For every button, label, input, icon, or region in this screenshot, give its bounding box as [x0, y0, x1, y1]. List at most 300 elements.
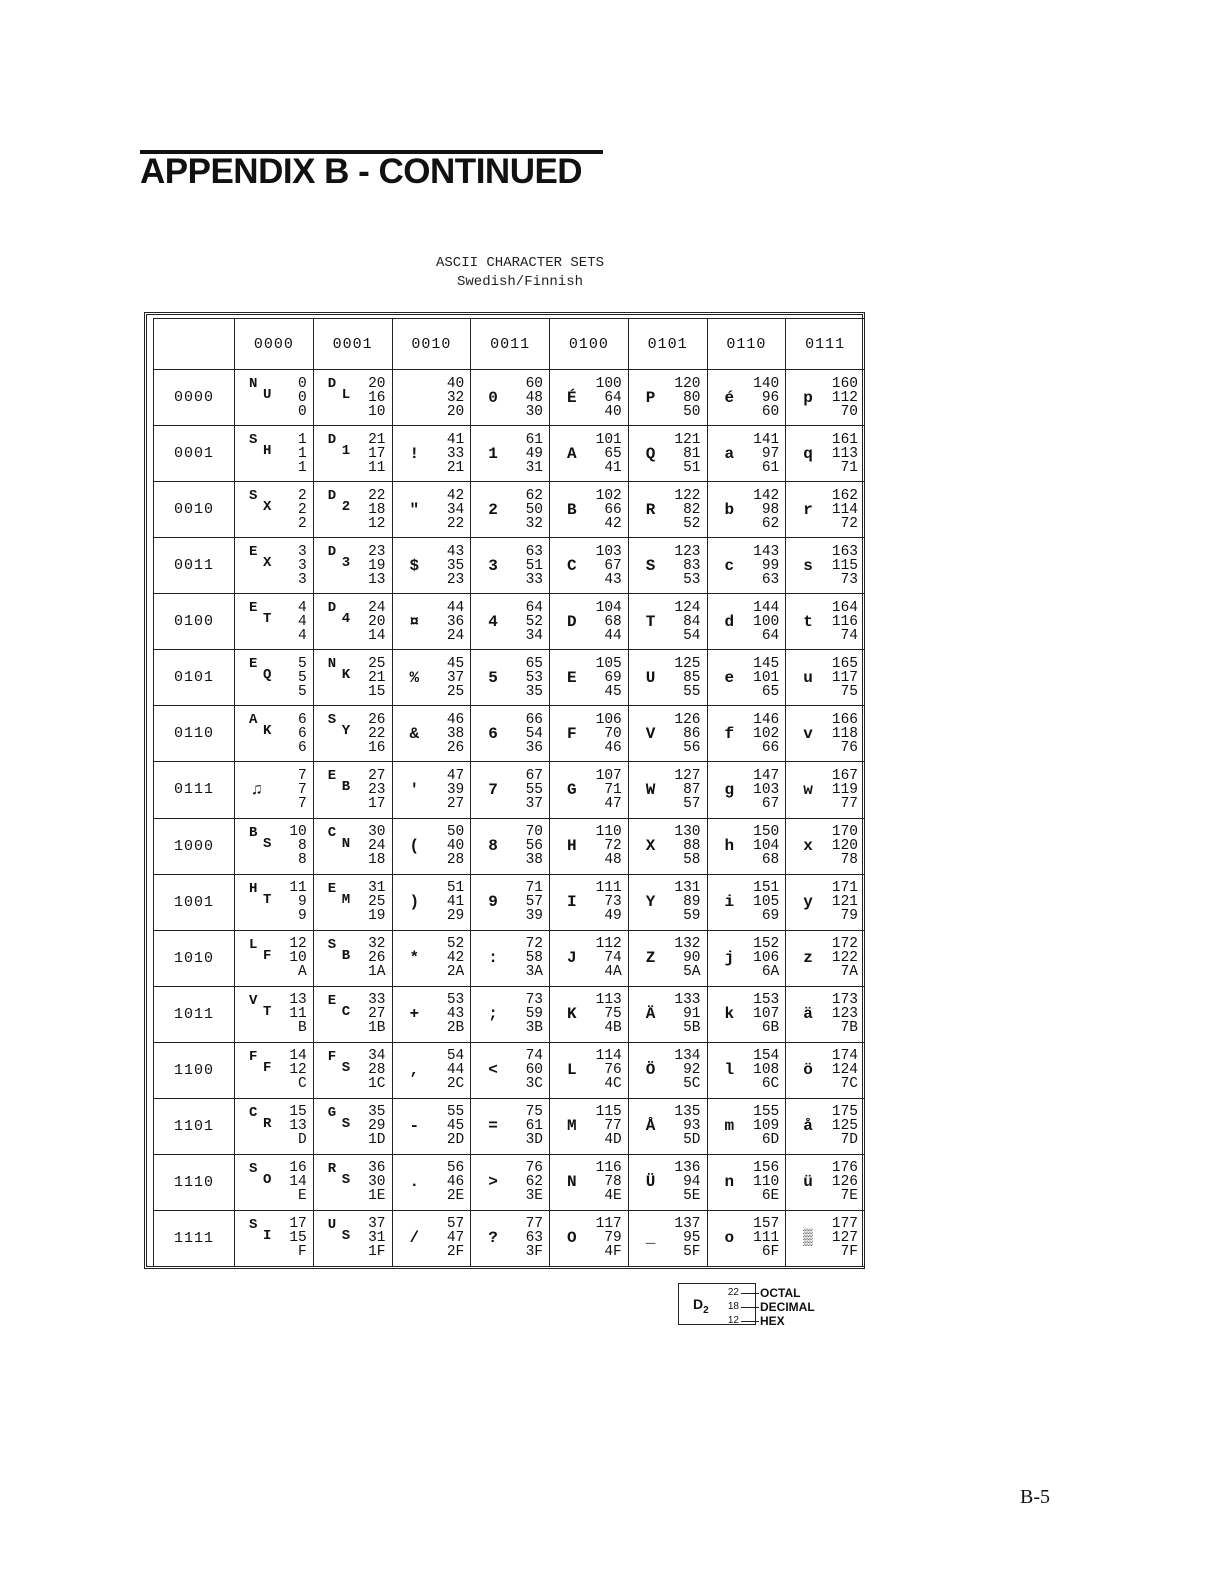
- char-cell: [235, 818, 314, 874]
- char-cell-content: [708, 1211, 786, 1266]
- decimal-value: 10: [289, 950, 307, 967]
- character-glyph: -: [409, 1117, 420, 1136]
- decimal-value: 1: [298, 445, 307, 462]
- char-cell: [392, 594, 471, 650]
- octal-value: 32: [368, 936, 386, 953]
- character-glyph: c: [724, 556, 735, 575]
- hex-value: 36: [525, 739, 543, 756]
- hex-value: 38: [525, 852, 543, 869]
- octal-value: 3: [298, 543, 307, 560]
- code-values: [596, 825, 622, 867]
- legend-hex-label: HEX: [760, 1314, 785, 1328]
- octal-value: 113: [595, 992, 622, 1009]
- decimal-value: 72: [604, 838, 622, 855]
- hex-value: 8: [298, 852, 307, 869]
- control-code-first: H: [249, 880, 258, 897]
- octal-value: 135: [674, 1104, 701, 1121]
- character-glyph: =: [488, 1117, 498, 1136]
- code-values: [596, 881, 622, 923]
- code-values: [526, 1217, 543, 1259]
- code-values: [289, 825, 306, 867]
- char-cell-content: [708, 650, 786, 705]
- character-glyph: 5: [488, 668, 498, 687]
- column-header: 0000: [235, 319, 314, 370]
- octal-value: 164: [831, 599, 858, 616]
- character-glyph: f: [724, 724, 735, 743]
- char-cell-content: [786, 426, 864, 481]
- code-values: [674, 993, 700, 1035]
- control-code-first: B: [249, 824, 258, 841]
- character-glyph: Z: [645, 949, 656, 968]
- char-cell-content: [629, 762, 707, 817]
- row-header: 1000: [154, 818, 235, 874]
- char-cell-content: [235, 370, 313, 425]
- control-code-first: A: [249, 712, 258, 729]
- character-glyph: t: [803, 612, 813, 631]
- control-code-second: F: [263, 1059, 272, 1076]
- octal-value: 143: [753, 543, 780, 560]
- hex-value: 46: [604, 739, 622, 756]
- char-cell-content: [629, 987, 707, 1042]
- control-code-second: S: [341, 1115, 351, 1132]
- char-cell-content: [314, 706, 392, 761]
- char-cell: [550, 1210, 629, 1266]
- char-cell-content: [550, 650, 628, 705]
- decimal-value: 94: [683, 1174, 701, 1191]
- character-glyph: :: [488, 949, 498, 968]
- char-cell: [471, 594, 550, 650]
- hex-value: 33: [525, 571, 543, 588]
- row-header: 0000: [154, 370, 235, 426]
- control-code-second: M: [341, 891, 351, 908]
- code-values: [674, 825, 700, 867]
- hex-value: 4C: [604, 1076, 622, 1093]
- character-glyph: ö: [803, 1061, 813, 1080]
- octal-value: 63: [525, 543, 543, 560]
- octal-value: 7: [298, 767, 307, 784]
- hex-value: 51: [683, 459, 701, 476]
- hex-value: 49: [604, 908, 622, 925]
- char-cell: [550, 538, 629, 594]
- char-cell: [786, 370, 865, 426]
- octal-value: 47: [446, 767, 465, 784]
- code-values: [832, 433, 858, 475]
- char-cell: [471, 370, 550, 426]
- decimal-value: 22: [368, 725, 386, 742]
- code-values: [298, 713, 307, 755]
- char-cell-content: [629, 875, 707, 930]
- char-cell-content: [471, 370, 549, 425]
- code-values: [596, 1217, 622, 1259]
- decimal-value: 112: [831, 389, 858, 406]
- char-cell: [313, 986, 392, 1042]
- char-cell: [313, 1042, 392, 1098]
- decimal-value: 32: [446, 389, 465, 406]
- decimal-value: 29: [368, 1118, 386, 1135]
- decimal-value: 38: [446, 725, 465, 742]
- character-glyph: Ö: [645, 1061, 656, 1080]
- octal-value: 70: [525, 824, 543, 841]
- hex-value: 5: [298, 683, 307, 700]
- code-values: [526, 601, 543, 643]
- hex-value: 77: [840, 795, 858, 812]
- hex-value: 72: [840, 515, 858, 532]
- code-values: [596, 489, 622, 531]
- code-values: [674, 489, 700, 531]
- octal-value: 153: [753, 992, 780, 1009]
- octal-value: 46: [446, 711, 465, 728]
- code-values: [596, 545, 622, 587]
- code-values: [832, 601, 858, 643]
- decimal-value: 102: [753, 725, 780, 742]
- decimal-value: 51: [525, 557, 543, 574]
- char-cell-content: [629, 594, 707, 649]
- code-values: [832, 1217, 858, 1259]
- decimal-value: 0: [298, 389, 307, 406]
- char-cell: [628, 706, 707, 762]
- control-code-second: 4: [341, 611, 351, 628]
- char-cell-content: [550, 482, 628, 537]
- char-cell: [392, 986, 471, 1042]
- char-cell: [392, 538, 471, 594]
- control-code-second: I: [263, 1227, 272, 1244]
- table-caption-subtitle: Swedish/Finnish: [456, 274, 584, 290]
- octal-value: 0: [298, 375, 307, 392]
- decimal-value: 49: [525, 445, 543, 462]
- octal-value: 147: [753, 767, 780, 784]
- hex-value: 0: [298, 403, 307, 420]
- decimal-value: 84: [683, 613, 701, 630]
- char-cell-content: [393, 594, 471, 649]
- char-cell: [392, 1098, 471, 1154]
- character-glyph: _: [645, 1229, 656, 1248]
- octal-value: 43: [446, 543, 465, 560]
- hex-value: 3F: [525, 1244, 543, 1261]
- char-cell-content: [629, 819, 707, 874]
- hex-value: 3E: [525, 1188, 543, 1205]
- code-values: [596, 377, 622, 419]
- decimal-value: 35: [446, 557, 465, 574]
- control-code-first: S: [327, 936, 337, 953]
- character-glyph: r: [803, 500, 813, 519]
- char-cell-content: [235, 482, 313, 537]
- hex-value: 47: [604, 795, 622, 812]
- decimal-value: 75: [604, 1006, 622, 1023]
- table-row: [154, 650, 865, 706]
- control-code-first: L: [249, 936, 258, 953]
- code-values: [298, 657, 307, 699]
- decimal-value: 103: [753, 781, 780, 798]
- char-cell-content: [393, 987, 471, 1042]
- hex-value: 23: [446, 571, 465, 588]
- code-values: [596, 1161, 622, 1203]
- decimal-value: 59: [525, 1006, 543, 1023]
- decimal-value: 74: [604, 950, 622, 967]
- char-cell-content: [629, 1155, 707, 1210]
- char-cell: [550, 818, 629, 874]
- character-glyph: e: [724, 668, 735, 687]
- char-cell: [471, 482, 550, 538]
- octal-value: 34: [368, 1048, 386, 1065]
- hex-value: 6C: [761, 1076, 780, 1093]
- decimal-value: 76: [604, 1062, 622, 1079]
- control-code-first: S: [327, 712, 337, 729]
- code-values: [674, 713, 700, 755]
- char-cell: [786, 650, 865, 706]
- code-values: [526, 937, 543, 979]
- octal-value: 74: [525, 1048, 543, 1065]
- char-cell: [235, 874, 314, 930]
- column-header: 0010: [392, 319, 471, 370]
- corner-cell: [154, 319, 235, 370]
- char-cell-content: [471, 1043, 549, 1098]
- table-body: [154, 370, 865, 1267]
- code-values: [596, 993, 622, 1035]
- character-glyph: !: [409, 444, 420, 463]
- char-cell: [707, 426, 786, 482]
- control-code-second: K: [263, 723, 272, 740]
- char-cell: [628, 650, 707, 706]
- char-cell-content: [314, 819, 392, 874]
- char-cell: [471, 930, 550, 986]
- character-glyph: O: [566, 1229, 577, 1248]
- code-values: [832, 769, 858, 811]
- control-code-first: D: [327, 432, 337, 449]
- hex-value: 13: [368, 571, 386, 588]
- character-glyph: Å: [645, 1117, 656, 1136]
- code-values: [447, 433, 464, 475]
- character-glyph: ü: [803, 1173, 813, 1192]
- char-cell-content: [314, 1099, 392, 1154]
- char-cell: [628, 1210, 707, 1266]
- char-cell-content: [471, 594, 549, 649]
- code-values: [368, 713, 385, 755]
- code-values: [753, 377, 779, 419]
- table-row: [154, 706, 865, 762]
- octal-value: 22: [368, 487, 386, 504]
- character-glyph: b: [724, 500, 735, 519]
- octal-value: 60: [525, 375, 543, 392]
- control-code-second: T: [263, 1003, 272, 1020]
- char-cell: [786, 762, 865, 818]
- char-cell: [392, 706, 471, 762]
- octal-value: 35: [368, 1104, 386, 1121]
- code-values: [368, 769, 385, 811]
- decimal-value: 4: [298, 613, 307, 630]
- character-glyph: o: [724, 1229, 735, 1248]
- column-header: 0101: [628, 319, 707, 370]
- char-cell-content: [471, 1211, 549, 1266]
- char-cell: [786, 818, 865, 874]
- hex-value: 30: [525, 403, 543, 420]
- decimal-value: 21: [368, 669, 386, 686]
- hex-value: 66: [761, 739, 780, 756]
- octal-value: 106: [595, 711, 622, 728]
- octal-value: 156: [753, 1160, 780, 1177]
- octal-value: 73: [525, 992, 543, 1009]
- char-cell-content: [235, 1211, 313, 1266]
- char-cell-content: [393, 875, 471, 930]
- control-code-second: Y: [341, 723, 351, 740]
- octal-value: 40: [446, 375, 465, 392]
- hex-value: 25: [446, 683, 465, 700]
- char-cell-content: [708, 1043, 786, 1098]
- hex-value: 70: [840, 403, 858, 420]
- hex-value: 2A: [446, 964, 465, 981]
- character-glyph: B: [566, 500, 577, 519]
- code-values: [368, 1105, 385, 1147]
- char-cell: [392, 818, 471, 874]
- char-cell-content: [235, 1155, 313, 1210]
- hex-value: 31: [525, 459, 543, 476]
- hex-value: 53: [683, 571, 701, 588]
- page-title: APPENDIX B - CONTINUED: [140, 152, 583, 191]
- hex-value: C: [298, 1076, 307, 1093]
- decimal-value: 36: [446, 613, 465, 630]
- code-values: [674, 545, 700, 587]
- octal-value: 100: [595, 375, 622, 392]
- octal-value: 71: [525, 880, 543, 897]
- hex-value: 55: [683, 683, 701, 700]
- decimal-value: 123: [831, 1006, 858, 1023]
- octal-value: 5: [298, 655, 307, 672]
- control-code-first: N: [249, 376, 258, 392]
- hex-value: 60: [761, 403, 780, 420]
- char-cell-content: [235, 706, 313, 761]
- octal-value: 52: [446, 936, 465, 953]
- char-cell: [550, 986, 629, 1042]
- character-glyph: V: [645, 724, 656, 743]
- decimal-value: 110: [753, 1174, 780, 1191]
- hex-value: 6D: [761, 1132, 780, 1149]
- char-cell: [707, 930, 786, 986]
- hex-value: 68: [761, 852, 780, 869]
- char-cell-content: [550, 762, 628, 817]
- char-cell: [471, 1210, 550, 1266]
- decimal-value: 122: [831, 950, 858, 967]
- code-values: [368, 433, 385, 475]
- character-glyph: q: [803, 444, 813, 463]
- hex-value: 34: [525, 627, 543, 644]
- character-glyph: ': [409, 780, 420, 799]
- code-values: [674, 769, 700, 811]
- table-row: [154, 874, 865, 930]
- octal-value: 131: [674, 880, 701, 897]
- char-cell: [628, 762, 707, 818]
- code-values: [289, 937, 306, 979]
- char-cell: [707, 370, 786, 426]
- character-glyph: I: [566, 893, 577, 912]
- row-header: 1101: [154, 1098, 235, 1154]
- char-cell-content: [393, 1043, 471, 1098]
- control-code-first: E: [327, 768, 337, 785]
- char-cell-content: [708, 819, 786, 874]
- octal-value: 11: [289, 880, 307, 897]
- code-values: [368, 1049, 385, 1091]
- octal-value: 110: [595, 824, 622, 841]
- character-glyph: é: [724, 388, 735, 407]
- character-glyph: 2: [488, 500, 498, 519]
- char-cell: [628, 594, 707, 650]
- char-cell-content: [393, 931, 471, 986]
- row-header: 1001: [154, 874, 235, 930]
- octal-value: 30: [368, 824, 386, 841]
- char-cell-content: [235, 1099, 313, 1154]
- control-code-second: L: [341, 387, 351, 403]
- character-glyph: (: [409, 837, 420, 856]
- character-glyph: 3: [488, 556, 498, 575]
- char-cell-content: [393, 762, 471, 817]
- character-glyph: p: [803, 388, 813, 407]
- code-values: [526, 993, 543, 1035]
- char-cell-content: [314, 1155, 392, 1210]
- hex-value: 62: [761, 515, 780, 532]
- character-glyph: a: [724, 444, 735, 463]
- code-values: [526, 433, 543, 475]
- char-cell-content: [629, 426, 707, 481]
- char-cell: [235, 1154, 314, 1210]
- decimal-value: 77: [604, 1118, 622, 1135]
- code-values: [753, 1161, 779, 1203]
- octal-value: 124: [674, 599, 701, 616]
- decimal-value: 18: [368, 501, 386, 518]
- char-cell: [786, 986, 865, 1042]
- code-values: [289, 1217, 306, 1259]
- code-values: [526, 489, 543, 531]
- hex-value: 29: [446, 908, 465, 925]
- char-cell: [313, 1210, 392, 1266]
- char-cell: [707, 482, 786, 538]
- char-cell: [313, 370, 392, 426]
- decimal-value: 99: [761, 557, 780, 574]
- code-values: [368, 377, 385, 419]
- char-cell: [550, 874, 629, 930]
- decimal-value: 121: [831, 894, 858, 911]
- character-glyph: 8: [488, 837, 498, 856]
- char-cell-content: [235, 819, 313, 874]
- char-cell-content: [393, 426, 471, 481]
- char-cell: [235, 706, 314, 762]
- char-cell-content: [235, 1043, 313, 1098]
- code-values: [447, 657, 464, 699]
- code-values: [596, 937, 622, 979]
- char-cell-content: [550, 1155, 628, 1210]
- char-cell-content: [235, 762, 313, 817]
- char-cell: [628, 1154, 707, 1210]
- code-values: [753, 769, 779, 811]
- code-values: [289, 1105, 306, 1147]
- char-cell: [313, 426, 392, 482]
- octal-value: 24: [368, 599, 386, 616]
- hex-value: 35: [525, 683, 543, 700]
- control-code-first: D: [327, 488, 337, 505]
- legend-decimal-label: DECIMAL: [760, 1300, 815, 1314]
- char-cell-content: [550, 1043, 628, 1098]
- code-values: [368, 1161, 385, 1203]
- decimal-value: 61: [525, 1118, 543, 1135]
- code-values: [753, 1217, 779, 1259]
- decimal-value: 55: [525, 781, 543, 798]
- hex-value: 58: [683, 852, 701, 869]
- octal-value: 112: [595, 936, 622, 953]
- hex-value: 42: [604, 515, 622, 532]
- char-cell: [786, 538, 865, 594]
- hex-value: 74: [840, 627, 858, 644]
- octal-value: 101: [595, 431, 622, 448]
- decimal-value: 63: [525, 1230, 543, 1247]
- octal-value: 177: [831, 1216, 858, 1233]
- hex-value: 2: [298, 515, 307, 532]
